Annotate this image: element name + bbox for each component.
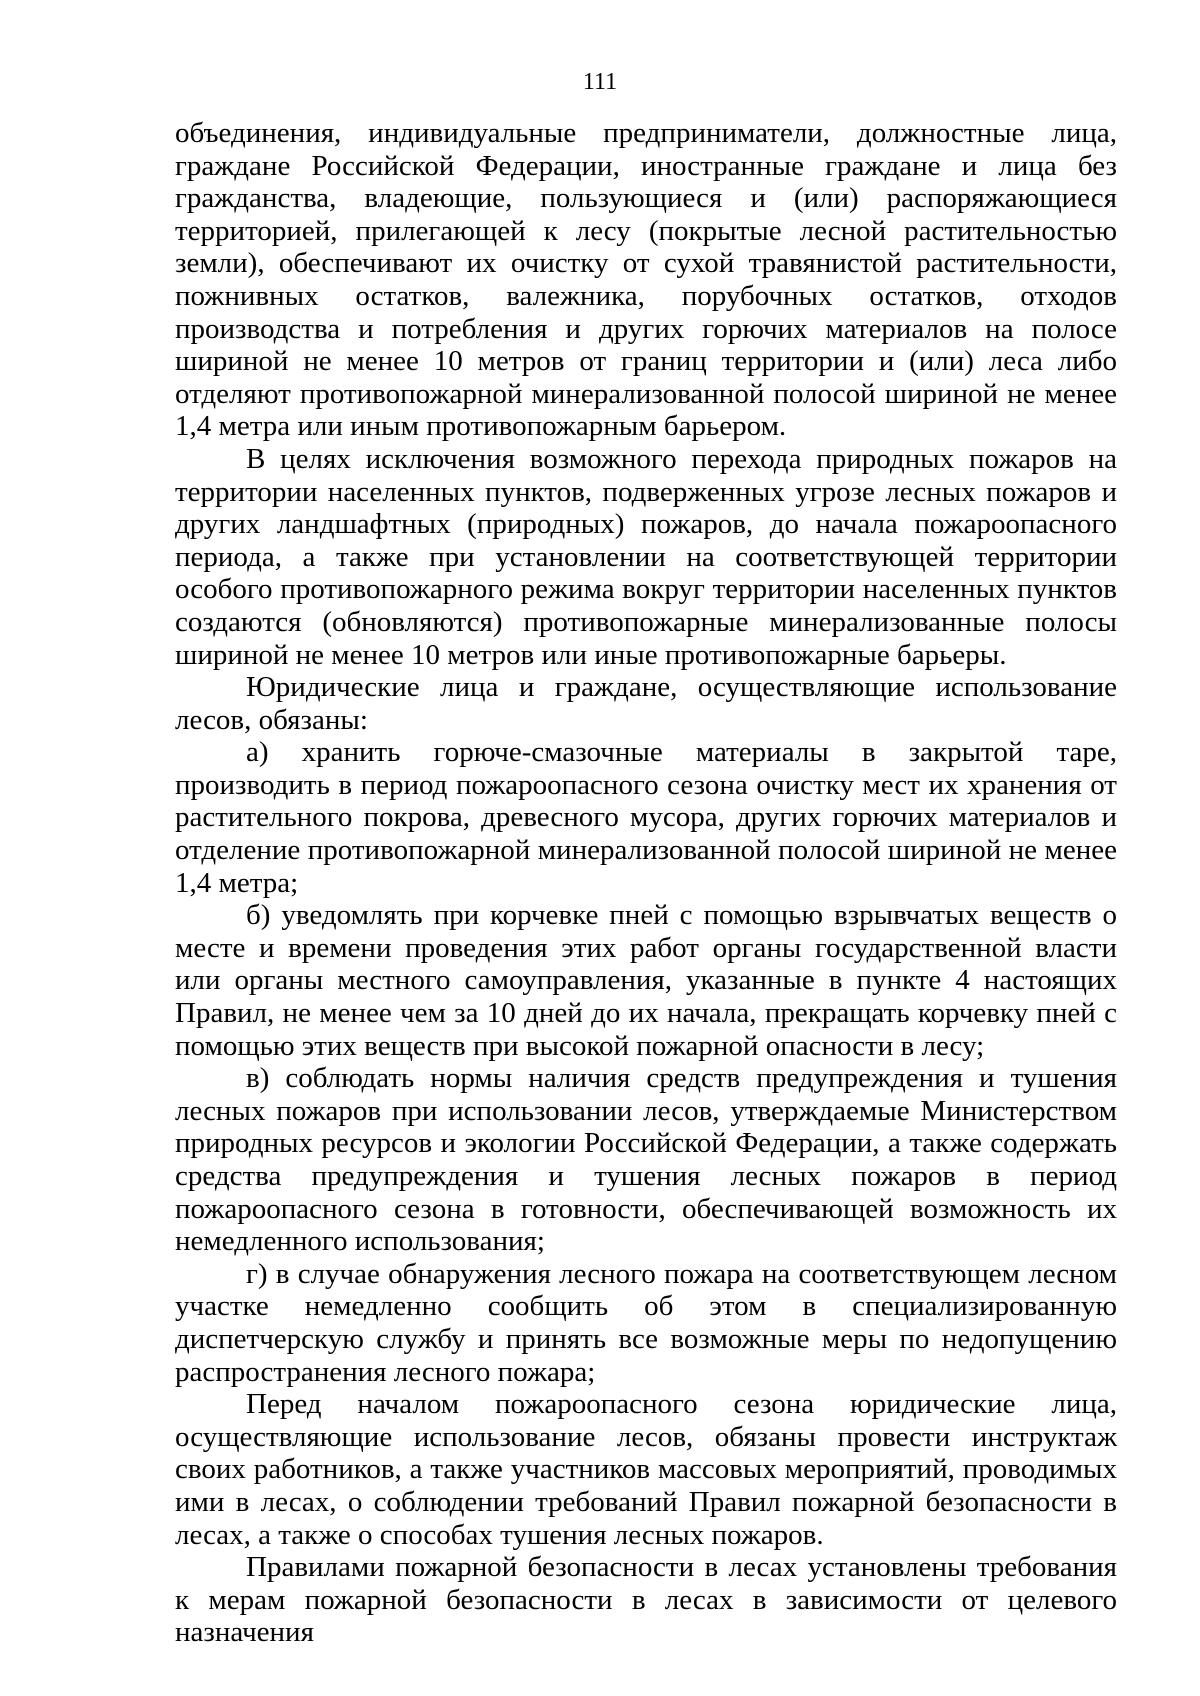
list-item-a: а) хранить горюче-смазочные материалы в закрытой таре, производить в период пожароопасного сезона очистку мест их хранения от растительного покрова, древесного мусора, других горючих материалов и отделение противопожарной минерализованной полосой шириной не менее 1,4 метра; <box>175 736 1117 899</box>
paragraph-rules: Правилами пожарной безопасности в лесах установлены требования к мерам пожарной безопасности в лесах в зависимости от целевого назначения <box>175 1551 1117 1649</box>
paragraph-obligations-intro: Юридические лица и граждане, осуществляющие использование лесов, обязаны: <box>175 671 1117 736</box>
list-item-g: г) в случае обнаружения лесного пожара на соответствующем лесном участке немедленно сообщить об этом в специализированную диспетчерскую службу и принять все возможные меры по недопущению распространения лесного пожара; <box>175 1257 1117 1388</box>
paragraph-fire-barriers: В целях исключения возможного перехода природных пожаров на территории населенных пунктов, подверженных угрозе лесных пожаров и других ландшафтных (природных) пожаров, до начала пожароопасного периода, а также при установлении на соответствующей территории особого противопожарного режима вокруг территории населенных пунктов создаются (обновляются) противопожарные минерализованные полосы шириной не менее 10 метров или иные противопожарные барьеры. <box>175 442 1117 671</box>
list-item-b: б) уведомлять при корчевке пней с помощью взрывчатых веществ о месте и времени проведения этих работ органы государственной власти или органы местного самоуправления, указанные в пункте 4 настоящих Правил, не менее чем за 10 дней до их начала, прекращать корчевку пней с помощью этих веществ при высокой пожарной опасности в лесу; <box>175 899 1117 1062</box>
page-number: 111 <box>582 69 618 95</box>
document-body <box>175 117 1117 1649</box>
paragraph-continuation: объединения, индивидуальные предприниматели, должностные лица, граждане Российской Федерации, иностранные граждане и лица без гражданства, владеющие, пользующиеся и (или) распоряжающиеся территорией, прилегающей к лесу (покрытые лесной растительностью земли), обеспечивают их очистку от сухой травянистой растительности, пожнивных остатков, валежника, порубочных остатков, отходов производства и потребления и других горючих материалов на полосе шириной не менее 10 метров от границ территории и (или) леса либо отделяют противопожарной минерализованной полосой шириной не менее 1,4 метра или иным противопожарным барьером. <box>175 117 1117 443</box>
list-item-v: в) соблюдать нормы наличия средств предупреждения и тушения лесных пожаров при использовании лесов, утверждаемые Министерством природных ресурсов и экологии Российской Федерации, а также содержать средства предупреждения и тушения лесных пожаров в период пожароопасного сезона в готовности, обеспечивающей возможность их немедленного использования; <box>175 1062 1117 1258</box>
paragraph-instruction: Перед началом пожароопасного сезона юридические лица, осуществляющие использование лесов, обязаны провести инструктаж своих работников, а также участников массовых мероприятий, проводимых ими в лесах, о соблюдении требований Правил пожарной безопасности в лесах, а также о способах тушения лесных пожаров. <box>175 1388 1117 1551</box>
